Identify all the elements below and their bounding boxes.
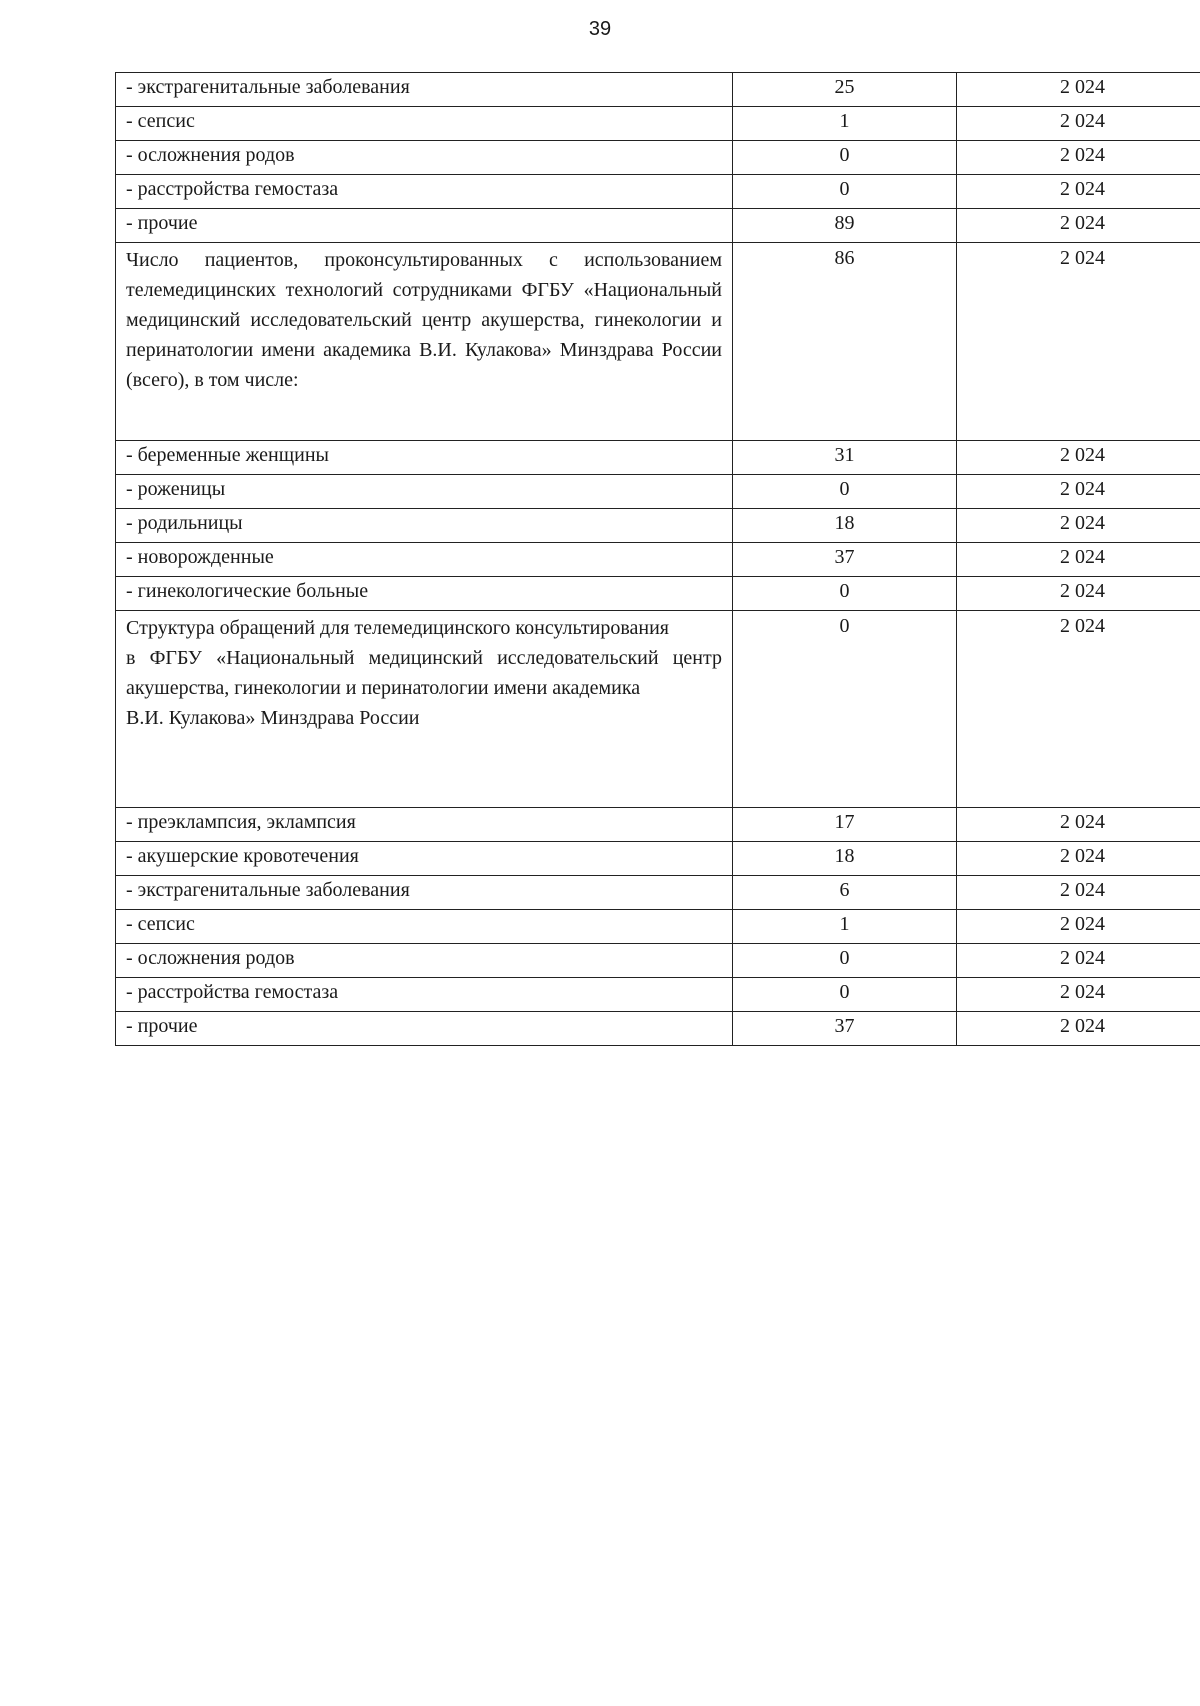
row-value: 0	[733, 978, 957, 1012]
table-row	[116, 543, 1200, 577]
row-label: - прочие	[116, 1012, 733, 1046]
row-label-line: в ФГБУ «Национальный медицинский исследовательский центр акушерства, гинекологии и перинатологии имени академика	[126, 647, 722, 699]
row-year: 2 024	[957, 1012, 1200, 1046]
row-label: - новорожденные	[116, 543, 733, 577]
table-row	[116, 441, 1200, 475]
row-year: 2 024	[957, 842, 1200, 876]
row-year: 2 024	[957, 175, 1200, 209]
row-label: - расстройства гемостаза	[116, 978, 733, 1012]
row-label: - осложнения родов	[116, 141, 733, 175]
row-label: - сепсис	[116, 910, 733, 944]
row-value: 18	[733, 509, 957, 543]
row-value: 18	[733, 842, 957, 876]
table-row	[116, 475, 1200, 509]
row-year: 2 024	[957, 141, 1200, 175]
row-year: 2 024	[957, 107, 1200, 141]
row-value: 89	[733, 209, 957, 243]
table-row	[116, 73, 1200, 107]
table-row	[116, 141, 1200, 175]
row-label: - расстройства гемостаза	[116, 175, 733, 209]
row-year: 2 024	[957, 876, 1200, 910]
row-label: Число пациентов, проконсультированных с использованием телемедицинских технологий сотрудниками ФГБУ «Национальный медицинский исследовательский центр акушерства, гинекологии и перинатологии имени академика В.И. Кулакова» Минздрава России (всего), в том числе:	[116, 243, 733, 441]
row-year: 2 024	[957, 243, 1200, 441]
row-label: - экстрагенитальные заболевания	[116, 876, 733, 910]
row-value: 6	[733, 876, 957, 910]
table-row	[116, 577, 1200, 611]
row-value: 0	[733, 611, 957, 808]
row-label: - экстрагенитальные заболевания	[116, 73, 733, 107]
row-value: 31	[733, 441, 957, 475]
row-value: 37	[733, 543, 957, 577]
row-year: 2 024	[957, 910, 1200, 944]
row-value: 86	[733, 243, 957, 441]
table-row	[116, 944, 1200, 978]
row-label: - акушерские кровотечения	[116, 842, 733, 876]
row-year: 2 024	[957, 475, 1200, 509]
table-row	[116, 876, 1200, 910]
row-value: 0	[733, 175, 957, 209]
table-row	[116, 910, 1200, 944]
row-label: - гинекологические больные	[116, 577, 733, 611]
page-number: 39	[588, 18, 612, 40]
row-label-line: В.И. Кулакова» Минздрава России	[126, 707, 420, 729]
row-year: 2 024	[957, 978, 1200, 1012]
row-label: - осложнения родов	[116, 944, 733, 978]
row-value: 0	[733, 141, 957, 175]
row-year: 2 024	[957, 944, 1200, 978]
table-row	[116, 808, 1200, 842]
table-row	[116, 842, 1200, 876]
row-year: 2 024	[957, 509, 1200, 543]
row-label: - роженицы	[116, 475, 733, 509]
table-row-consultation-structure	[116, 611, 1200, 808]
row-year: 2 024	[957, 808, 1200, 842]
table-row	[116, 107, 1200, 141]
row-label	[116, 611, 733, 808]
row-value: 0	[733, 944, 957, 978]
row-value: 17	[733, 808, 957, 842]
row-year: 2 024	[957, 611, 1200, 808]
row-value: 0	[733, 577, 957, 611]
row-year: 2 024	[957, 543, 1200, 577]
row-label: - родильницы	[116, 509, 733, 543]
table-row-telemedicine-patients-total	[116, 243, 1200, 441]
row-value: 25	[733, 73, 957, 107]
row-label: - преэклампсия, эклампсия	[116, 808, 733, 842]
table-row	[116, 175, 1200, 209]
statistics-table	[115, 72, 1200, 1046]
row-value: 37	[733, 1012, 957, 1046]
row-value: 0	[733, 475, 957, 509]
table-row	[116, 978, 1200, 1012]
row-label: - сепсис	[116, 107, 733, 141]
row-label: - беременные женщины	[116, 441, 733, 475]
row-year: 2 024	[957, 441, 1200, 475]
row-year: 2 024	[957, 577, 1200, 611]
table-row	[116, 1012, 1200, 1046]
table-row	[116, 509, 1200, 543]
row-year: 2 024	[957, 209, 1200, 243]
row-year: 2 024	[957, 73, 1200, 107]
row-value: 1	[733, 910, 957, 944]
row-value: 1	[733, 107, 957, 141]
row-label-line: Структура обращений для телемедицинского консультирования	[126, 617, 669, 639]
row-label: - прочие	[116, 209, 733, 243]
table-row	[116, 209, 1200, 243]
